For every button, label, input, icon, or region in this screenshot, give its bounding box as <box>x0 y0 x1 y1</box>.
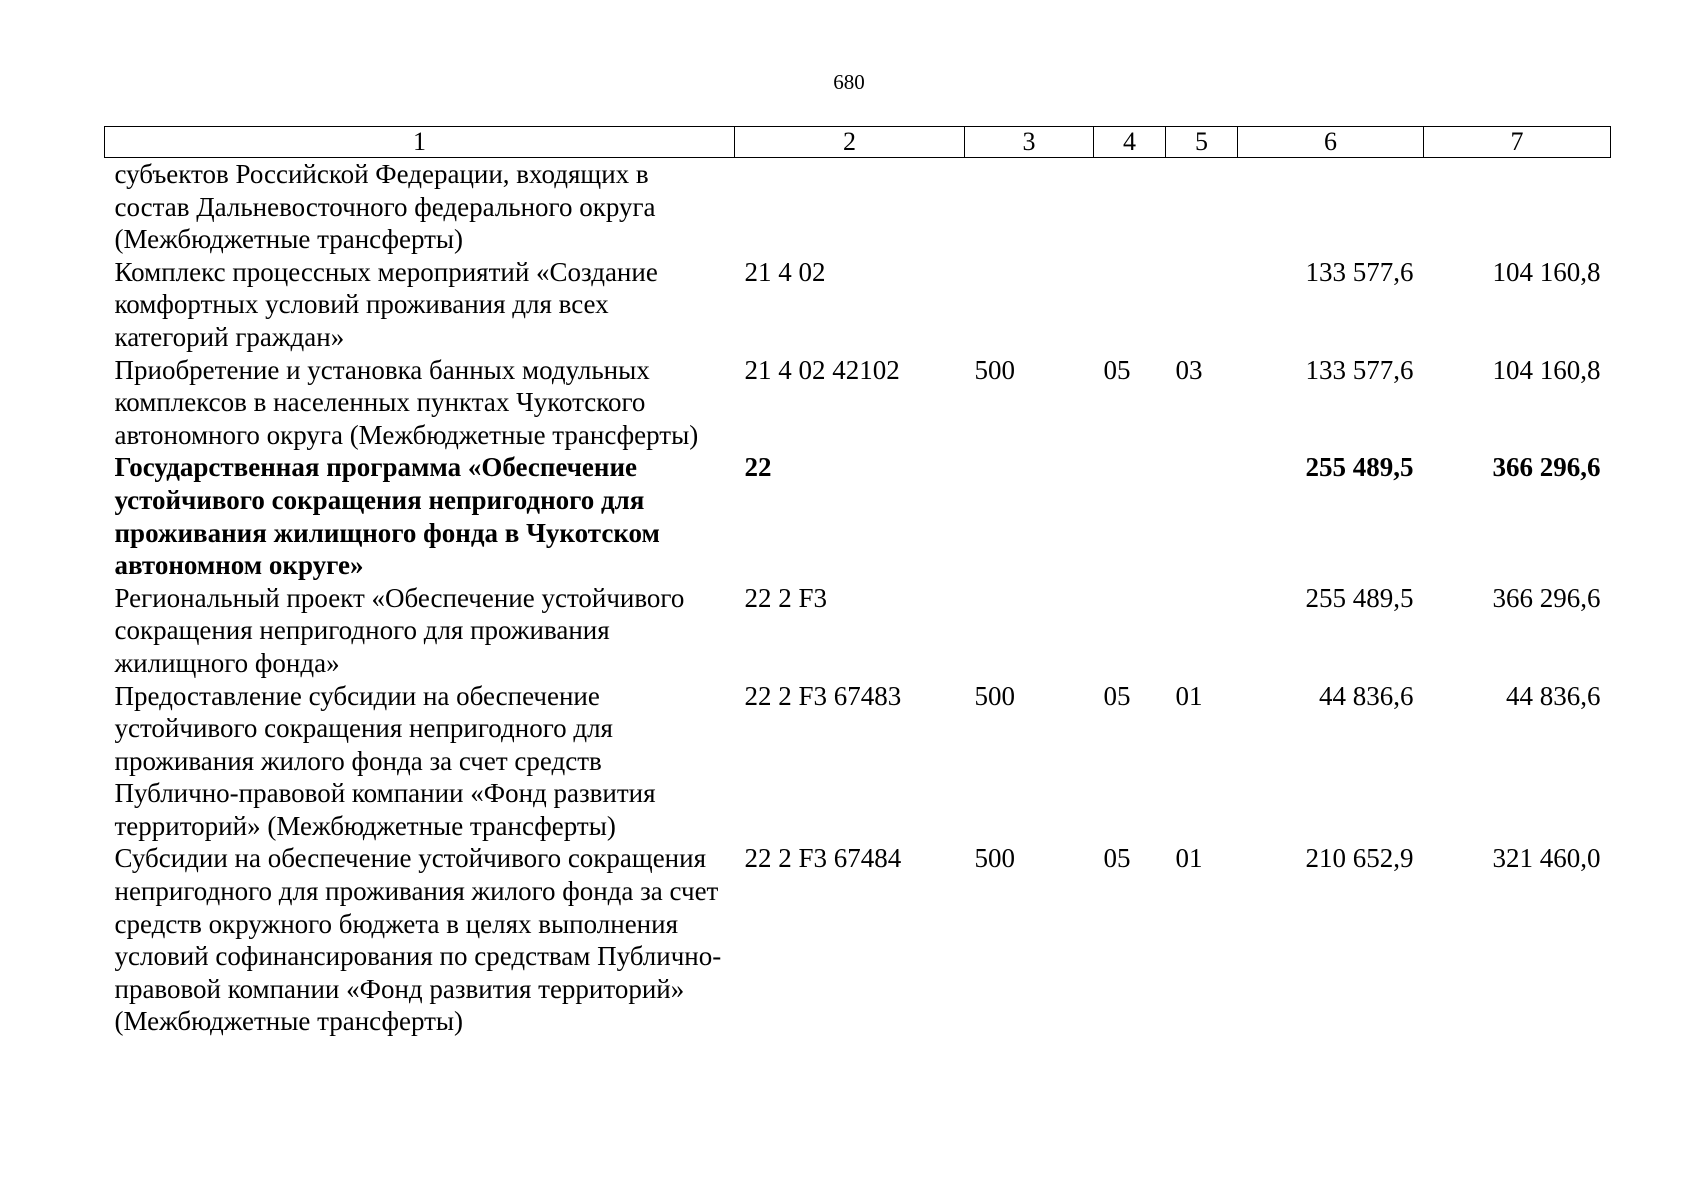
cell-col-7: 321 460,0 <box>1492 843 1601 874</box>
table-row <box>105 680 1611 843</box>
table-header <box>105 127 1611 158</box>
cell-col-6: 210 652,9 <box>1305 843 1414 874</box>
cell-code <box>735 158 965 256</box>
cell-col-3 <box>965 256 1094 354</box>
cell-col-4: 05 <box>1103 680 1131 711</box>
table-body <box>105 158 1611 1039</box>
cell-col-4: 05 <box>1103 354 1131 385</box>
cell-col-5: 03 <box>1175 354 1203 385</box>
cell-col-6: 133 577,6 <box>1305 256 1414 287</box>
cell-col-4 <box>1094 256 1166 354</box>
cell-col-3 <box>965 158 1094 256</box>
cell-col-3 <box>965 582 1094 680</box>
cell-code: 22 <box>744 452 772 483</box>
cell-col-7: 366 296,6 <box>1492 582 1601 613</box>
header-col-1: 1 <box>105 127 735 158</box>
table-row <box>105 158 1611 256</box>
cell-code: 21 4 02 <box>744 256 826 287</box>
cell-col-3: 500 <box>974 354 1015 385</box>
header-col-2: 2 <box>735 127 965 158</box>
table-row <box>105 256 1611 354</box>
cell-col-4 <box>1094 582 1166 680</box>
cell-name: Государственная программа «Обеспечение устойчивого сокращения непригодного для проживания жилищного фонда в Чукотском автономном округе» <box>114 452 660 581</box>
table-row <box>105 451 1611 581</box>
cell-col-4 <box>1094 451 1166 581</box>
cell-col-5: 01 <box>1175 680 1203 711</box>
cell-name: субъектов Российской Федерации, входящих в состав Дальневосточного федерального округа (Межбюджетные трансферты) <box>114 159 656 255</box>
cell-col-6: 133 577,6 <box>1305 354 1414 385</box>
cell-name: Комплекс процессных мероприятий «Создание комфортных условий проживания для всех категорий граждан» <box>114 256 658 352</box>
cell-col-5 <box>1166 256 1238 354</box>
table-row <box>105 842 1611 1038</box>
cell-name: Региональный проект «Обеспечение устойчивого сокращения непригодного для проживания жилищного фонда» <box>114 582 685 678</box>
header-col-7: 7 <box>1424 127 1611 158</box>
cell-name: Субсидии на обеспечение устойчивого сокращения непригодного для проживания жилого фонда за счет средств окружного бюджета в целях выполнения условий софинансирования по средствам Публично-правовой компании «Фонд развития территорий» (Межбюджетные трансферты) <box>114 843 722 1037</box>
cell-col-7 <box>1424 158 1611 256</box>
cell-col-7: 366 296,6 <box>1492 452 1601 483</box>
cell-code: 22 2 F3 67483 <box>744 680 902 711</box>
header-col-3: 3 <box>965 127 1094 158</box>
cell-code: 21 4 02 42102 <box>744 354 900 385</box>
cell-col-6: 255 489,5 <box>1305 582 1414 613</box>
cell-col-5 <box>1166 582 1238 680</box>
cell-name: Приобретение и установка банных модульных комплексов в населенных пунктах Чукотского автономного округа (Межбюджетные трансферты) <box>114 354 699 450</box>
cell-col-4: 05 <box>1103 843 1131 874</box>
cell-col-5 <box>1166 451 1238 581</box>
cell-col-5: 01 <box>1175 843 1203 874</box>
header-col-5: 5 <box>1166 127 1238 158</box>
cell-col-6: 255 489,5 <box>1305 452 1414 483</box>
cell-col-4 <box>1094 158 1166 256</box>
page-number: 680 <box>833 70 865 94</box>
header-col-6: 6 <box>1238 127 1424 158</box>
header-row <box>105 127 1611 158</box>
cell-col-6: 44 836,6 <box>1319 680 1414 711</box>
cell-col-7: 104 160,8 <box>1492 256 1601 287</box>
cell-col-5 <box>1166 158 1238 256</box>
budget-table <box>104 126 1611 1038</box>
cell-code: 22 2 F3 <box>744 582 828 613</box>
cell-col-3: 500 <box>974 843 1015 874</box>
cell-col-7: 104 160,8 <box>1492 354 1601 385</box>
table-row <box>105 582 1611 680</box>
table-row <box>105 354 1611 452</box>
cell-col-3: 500 <box>974 680 1015 711</box>
cell-code: 22 2 F3 67484 <box>744 843 902 874</box>
cell-name: Предоставление субсидии на обеспечение устойчивого сокращения непригодного для проживания жилого фонда за счет средств Публично-правовой компании «Фонд развития территорий» (Межбюджетные трансферты) <box>114 680 656 841</box>
header-col-4: 4 <box>1094 127 1166 158</box>
cell-col-7: 44 836,6 <box>1506 680 1601 711</box>
cell-col-6 <box>1238 158 1424 256</box>
cell-col-3 <box>965 451 1094 581</box>
